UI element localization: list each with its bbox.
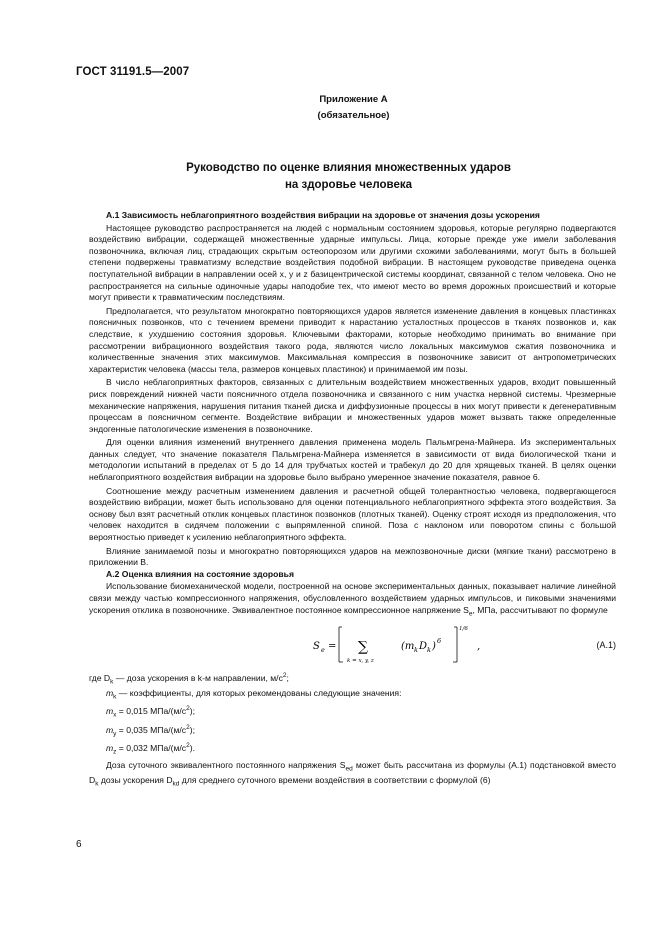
sum-limits: k = x, y, z: [347, 657, 374, 664]
formula-outer-exp: 1/6: [459, 625, 468, 632]
paragraph: Для оценки влияния изменений внутреннего давления применена модель Пальмгрена-Майнера. Из экспериментальных данных следует, что значение показателя Пальмгрена-Майнера изменяется в зависимости от вида биологической ткани и методологии испытаний в пределах от 5 до 14 для трубчатых костей и трабекул до 20 для хрящевых тканей. В целях оценки неблагоприятного воздействия вибрации на здоровье было выбрано умеренное значение показателя, равное 6.: [89, 437, 616, 483]
document-title-line-1: Руководство по оценке влияния множественных ударов: [186, 162, 511, 174]
definition-my: $m_y = 0,035$ МПа/$(м/с^2)$;: [106, 723, 195, 738]
formula-term-exp: 6: [437, 636, 442, 645]
formula-term-sub: k: [414, 645, 418, 654]
formula-term-open: (m: [401, 640, 415, 652]
definition-mz: $m_z = 0,032$ МПа/$(м/с^2)$.: [106, 741, 195, 756]
section-a2-heading: А.2 Оценка влияния на состояние здоровья: [106, 568, 294, 579]
definition-dk: где $D_k$ — доза ускорения в k-м направлении, $м/с^2$;: [89, 671, 289, 686]
section-a1-heading: А.1 Зависимость неблагоприятного воздействия вибрации на здоровье от значения дозы ускорения: [106, 210, 540, 220]
annex-status: (обязательное): [317, 110, 390, 121]
formula-term-d: D: [419, 640, 428, 652]
formula-term-d-sub: k: [427, 645, 431, 654]
formula-lhs-sub: e: [321, 645, 325, 654]
annex-title: Приложение А: [319, 94, 388, 105]
definition-mk: $m_k$ — коэффициенты, для которых рекомендованы следующие значения:: [106, 688, 402, 701]
paragraph: Настоящее руководство распространяется на людей с нормальным состоянием здоровья, которые регулярно подвергаются воздействию вибрации, содержащей множественные ударные импульсы. Лица, которые прежде уже имели заболевания позвоночника, включая лиц, страдающих скрытым остеопорозом или другими схожими заболеваниями, могут быть в большей степени подвержены травматизму вследствие воздействия подобной вибрации. В настоящем руководстве приведена оценка поступательной вибрации в направлении осей x, y и z базицентрической системы координат, связанной с телом человека. Оно не распространяется на сильные одиночные удары наподобие тех, что имеют место во время дорожных происшествий и которые могут привести к травматическим последствиям.: [89, 222, 616, 303]
formula-term-close: ): [432, 640, 436, 652]
formula-svg: [311, 624, 501, 668]
paragraph: Использование биомеханической модели, построенной на основе экспериментальных данных, показывает наличие линейной связи между частью компрессионного напряжения, обусловленного воздействием ударных импульсов, и пиковыми значениями ускорения отклика в позвоночнике. Эквивалентное постоянное компрессионное напряжение $S_e$, МПа, рассчитывают по формуле: [89, 581, 616, 618]
document-body: [89, 210, 616, 791]
formula-equals: =: [328, 640, 337, 652]
paragraph: Предполагается, что результатом многократно повторяющихся ударов является изменение давления в концевых пластинках поясничных позвонков, что с течением времени приводит к нарастанию усталостных процессов в тканях позвонков и, как следствие, к ухудшению состояния здоровья. Ключевыми факторами, которые необходимо принимать во внимание при рассмотрении вибрационного воздействия такого рода, являются число локальных максимумов сжатия позвоночника и количественные значения этих максимумов. Максимальная компрессия в позвоночнике зависит от антропометрических характеристик человека (массы тела, размеров концевых пластинок) и принимаемой им позы.: [89, 305, 616, 374]
paragraph: Влияние занимаемой позы и многократно повторяющихся ударов на межпозвоночные диски (мягкие ткани) рассмотрено в приложении В.: [89, 545, 616, 568]
formula-expression: [311, 624, 501, 668]
paragraph-closing: Доза суточного эквивалентного постоянного напряжения $S_{ed}$ может быть рассчитана из формулы (A.1) подстановкой вместо $D_k$ дозы ускорения $D_{kd}$ для среднего суточного времени воздействия в соответствии с формулой (6): [89, 759, 616, 788]
formula-number: (A.1): [596, 639, 616, 650]
page-number: 6: [76, 839, 82, 850]
formula-definitions: [89, 670, 616, 758]
formula-lhs: S: [313, 640, 320, 652]
standard-id: ГОСТ 31191.5—2007: [76, 66, 190, 78]
paragraph: В число неблагоприятных факторов, связанных с длительным воздействием множественных ударов, входит повышенный риск повреждений нижней части поясничного отдела позвоночника и связанного с ним участка нервной системы. Чрезмерные механические напряжения, нарушения питания тканей диска и диффузионные процессы в них могут привести к дегенеративным процессам в поясничном сегменте. Воздействие вибрации и множественных ударов может вызвать также определенные эндогенные патологические изменения в позвоночнике.: [89, 377, 616, 434]
formula-a1: [89, 620, 616, 670]
formula-comma: ,: [477, 640, 481, 652]
document-title-line-2: на здоровье человека: [284, 179, 413, 191]
sum-sign: ∑: [358, 638, 368, 655]
paragraph: Соотношение между расчетным изменением давления и расчетной общей толерантностью человека, подвергающегося воздействию вибрации, может быть использовано для оценки потенциального неблагоприятного эффекта этого воздействия. За основу был взят расчетный отклик концевых пластинок позвонков (плотных тканей). Оценку строят исходя из предположения, что человек находится в сидячем положении с выпрямленной спиной. Поза с наклоном или поворотом спины с большой вероятностью приведет к усилению неблагоприятного эффекта.: [89, 485, 616, 543]
definition-mx: $m_x = 0,015$ МПа/$(м/с^2)$;: [106, 705, 195, 719]
